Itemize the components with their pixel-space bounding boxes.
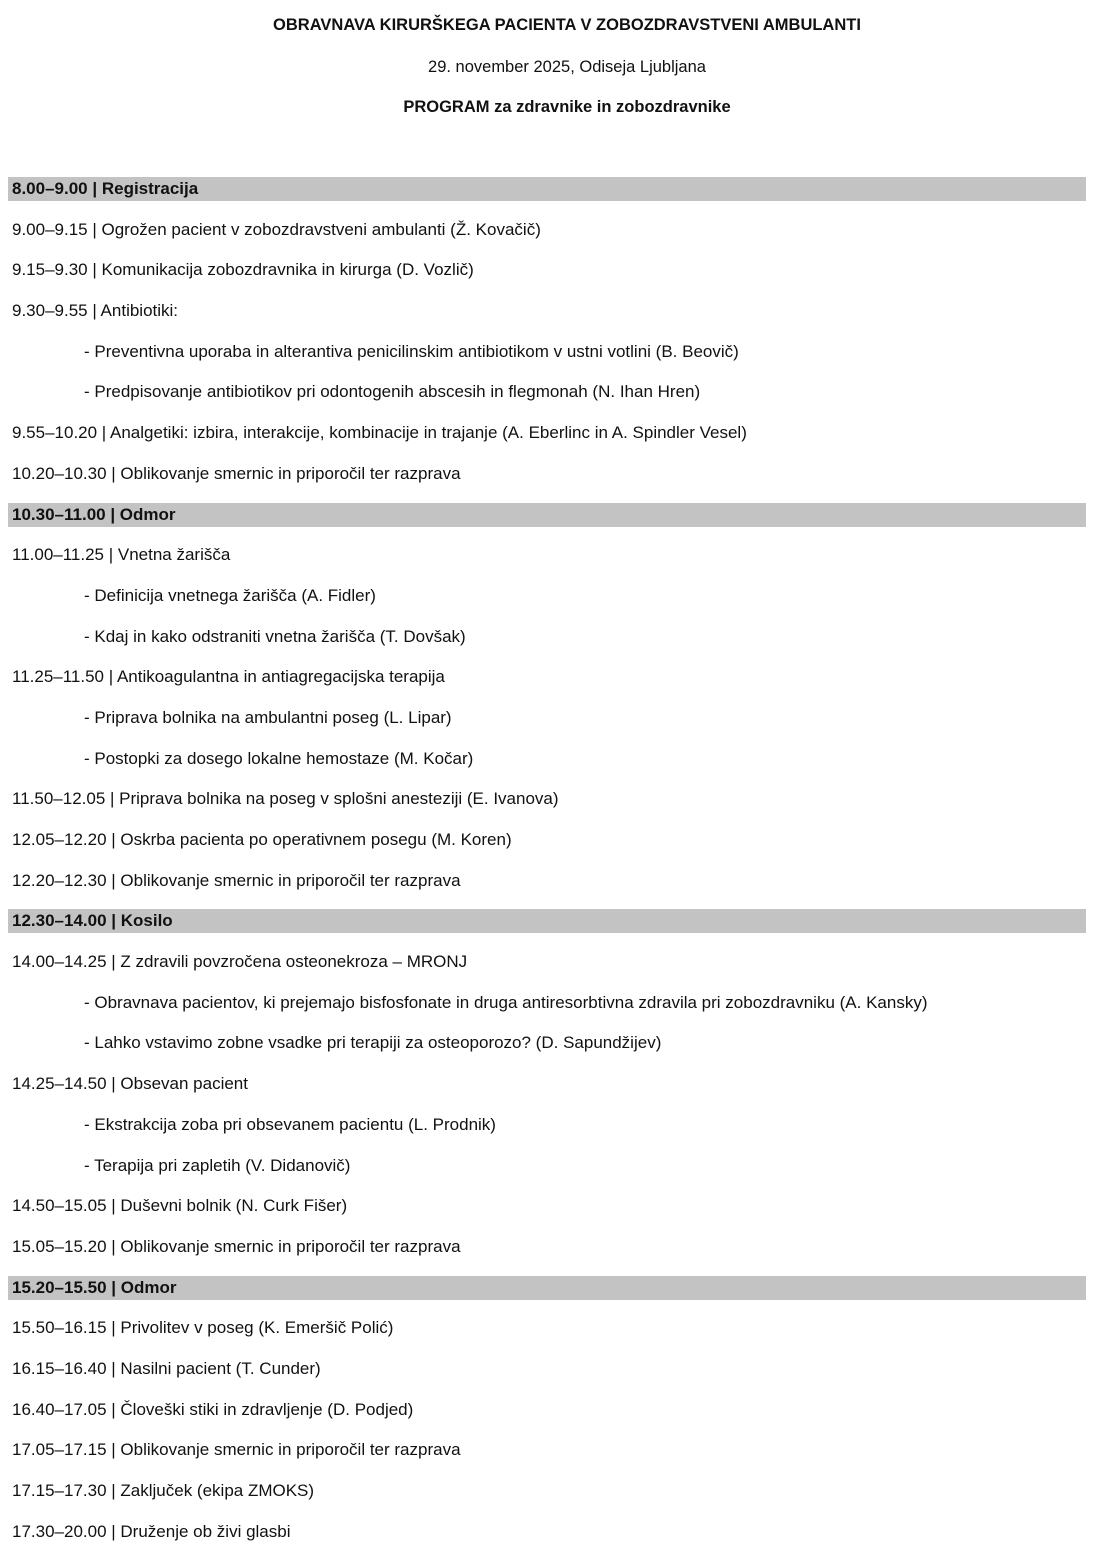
schedule-text: 11.00–11.25 | Vnetna žarišča (12, 545, 231, 565)
schedule-item (0, 543, 1094, 584)
schedule-subitem (0, 1113, 1094, 1154)
schedule-item (0, 1520, 1094, 1560)
schedule-text: 10.20–10.30 | Oblikovanje smernic in priporočil ter razprava (12, 463, 461, 483)
schedule-subitem (0, 1031, 1094, 1072)
schedule-subitem (0, 706, 1094, 747)
schedule-item (0, 869, 1094, 910)
schedule-text: 9.55–10.20 | Analgetiki: izbira, interakcije, kombinacije in trajanje (A. Eberlinc in A. Spindler Vesel) (12, 423, 747, 443)
schedule-text: 11.50–12.05 | Priprava bolnika na poseg v splošni anesteziji (E. Ivanova) (12, 789, 559, 809)
program-schedule (0, 177, 1094, 1560)
schedule-text: 12.20–12.30 | Oblikovanje smernic in priporočil ter razprava (12, 870, 461, 890)
date-location: 29. november 2025, Odiseja Ljubljana (428, 58, 706, 76)
schedule-text: 14.00–14.25 | Z zdravili povzročena osteonekroza – MRONJ (12, 952, 468, 972)
schedule-text: 15.05–15.20 | Oblikovanje smernic in priporočil ter razprava (12, 1236, 461, 1256)
schedule-break-row (0, 503, 1094, 544)
schedule-item (0, 950, 1094, 991)
schedule-subitem (0, 1154, 1094, 1195)
schedule-subitem (0, 584, 1094, 625)
schedule-item (0, 1438, 1094, 1479)
schedule-subitem (0, 340, 1094, 381)
schedule-text: 15.20–15.50 | Odmor (12, 1277, 177, 1297)
schedule-item (0, 421, 1094, 462)
schedule-text: - Kdaj in kako odstraniti vnetna žarišča (T. Dovšak) (84, 626, 466, 646)
schedule-text: 9.15–9.30 | Komunikacija zobozdravnika in kirurga (D. Vozlič) (12, 260, 474, 280)
schedule-subitem (0, 991, 1094, 1032)
schedule-text: 9.00–9.15 | Ogrožen pacient v zobozdravstveni ambulanti (Ž. Kovačič) (12, 219, 541, 239)
schedule-text: 14.25–14.50 | Obsevan pacient (12, 1074, 248, 1094)
schedule-text: - Preventivna uporaba in alterantiva penicilinskim antibiotikom v ustni votlini (B. Beovič) (84, 341, 739, 361)
schedule-break-row (0, 1276, 1094, 1317)
schedule-subitem (0, 625, 1094, 666)
schedule-subitem (0, 747, 1094, 788)
schedule-break-row (0, 177, 1094, 218)
schedule-item (0, 1194, 1094, 1235)
schedule-subitem (0, 380, 1094, 421)
schedule-item (0, 1316, 1094, 1357)
schedule-item (0, 665, 1094, 706)
schedule-text: 11.25–11.50 | Antikoagulantna in antiagregacijska terapija (12, 667, 445, 687)
schedule-item (0, 828, 1094, 869)
schedule-text: - Lahko vstavimo zobne vsadke pri terapiji za osteoporozo? (D. Sapundžijev) (84, 1033, 662, 1053)
schedule-item (0, 1072, 1094, 1113)
schedule-text: 8.00–9.00 | Registracija (12, 179, 199, 198)
schedule-text: 17.30–20.00 | Druženje ob živi glasbi (12, 1521, 291, 1541)
schedule-text: - Predpisovanje antibiotikov pri odontogenih abscesih in flegmonah (N. Ihan Hren) (84, 382, 701, 402)
schedule-text: - Priprava bolnika na ambulantni poseg (L. Lipar) (84, 707, 452, 727)
schedule-text: 17.05–17.15 | Oblikovanje smernic in priporočil ter razprava (12, 1440, 461, 1460)
schedule-item (0, 1479, 1094, 1520)
schedule-text: - Postopki za dosego lokalne hemostaze (M. Kočar) (84, 748, 474, 768)
schedule-text: 16.15–16.40 | Nasilni pacient (T. Cunder) (12, 1358, 321, 1378)
schedule-text: 15.50–16.15 | Privolitev v poseg (K. Emeršič Polić) (12, 1318, 394, 1338)
schedule-text: 14.50–15.05 | Duševni bolnik (N. Curk Fišer) (12, 1196, 348, 1216)
schedule-text: 16.40–17.05 | Človeški stiki in zdravljenje (D. Podjed) (12, 1399, 414, 1419)
schedule-text: - Definicija vnetnega žarišča (A. Fidler) (84, 585, 376, 605)
schedule-break-row (0, 909, 1094, 950)
schedule-item (0, 462, 1094, 503)
schedule-item (0, 1357, 1094, 1398)
schedule-item (0, 258, 1094, 299)
document-title: OBRAVNAVA KIRURŠKEGA PACIENTA V ZOBOZDRAVSTVENI AMBULANTI (273, 16, 861, 34)
schedule-text: - Terapija pri zapletih (V. Didanovič) (84, 1155, 351, 1175)
schedule-text: 9.30–9.55 | Antibiotiki: (12, 301, 179, 321)
schedule-item (0, 1398, 1094, 1439)
schedule-item (0, 218, 1094, 259)
schedule-text: 10.30–11.00 | Odmor (12, 504, 176, 524)
program-heading: PROGRAM za zdravnike in zobozdravnike (403, 98, 731, 116)
schedule-text: - Obravnava pacientov, ki prejemajo bisfosfonate in druga antiresorbtivna zdravila pri zobozdravniku (A. Kansky) (84, 992, 928, 1012)
schedule-item (0, 1235, 1094, 1276)
schedule-item (0, 299, 1094, 340)
schedule-text: 12.05–12.20 | Oskrba pacienta po operativnem posegu (M. Koren) (12, 830, 512, 849)
schedule-text: 17.15–17.30 | Zaključek (ekipa ZMOKS) (12, 1481, 315, 1500)
schedule-text: 12.30–14.00 | Kosilo (12, 911, 173, 931)
schedule-text: - Ekstrakcija zoba pri obsevanem pacientu (L. Prodnik) (84, 1114, 496, 1134)
schedule-item (0, 787, 1094, 828)
